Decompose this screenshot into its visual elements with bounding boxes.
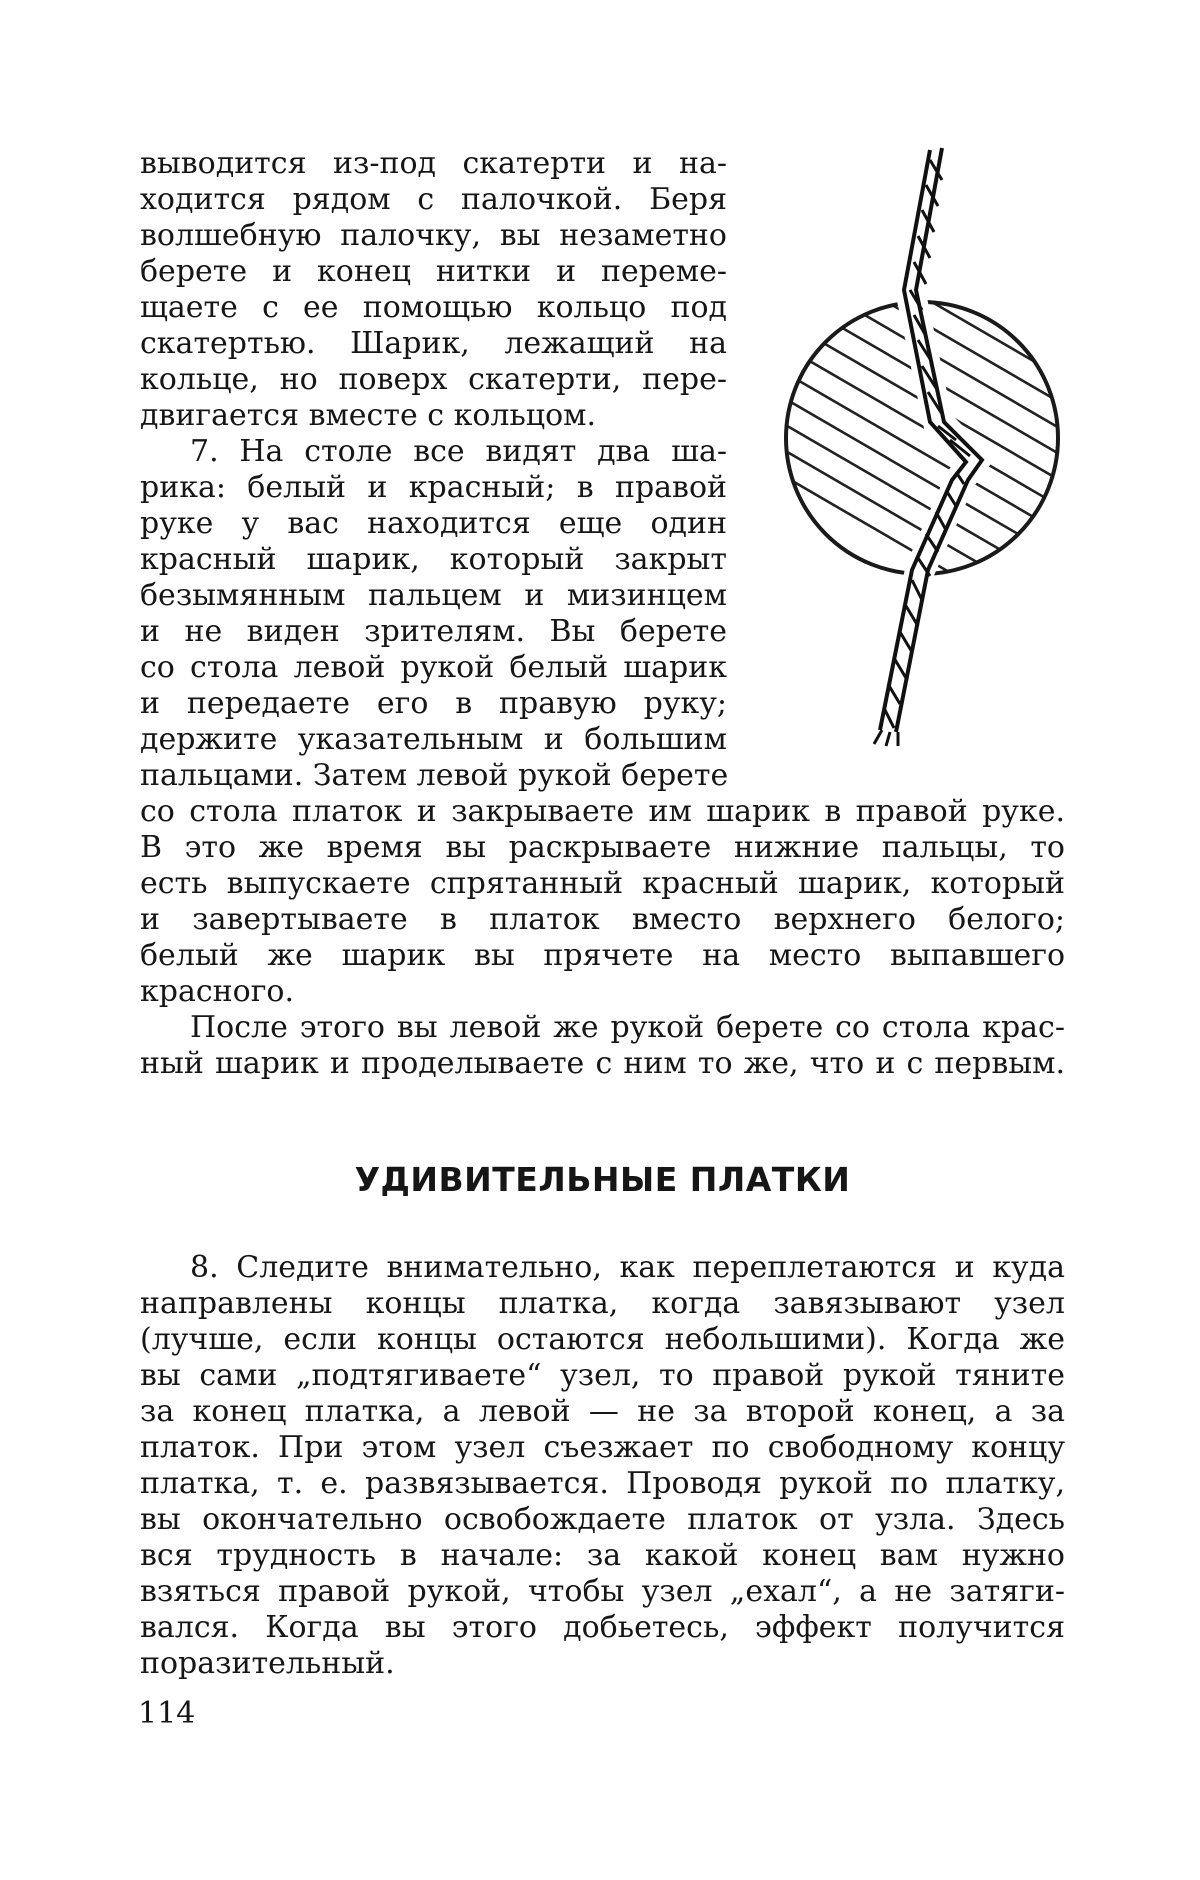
text-line: пальцами. Затем левой рукой берете: [140, 758, 727, 794]
section-heading: УДИВИТЕЛЬНЫЕ ПЛАТКИ: [140, 1160, 1065, 1200]
text-line: красный шарик, который закрыт: [140, 542, 727, 578]
text-line: платок. При этом узел съезжает по свободному концу: [140, 1430, 1065, 1466]
text-line: безымянным пальцем и мизинцем: [140, 578, 727, 614]
text-line: со стола левой рукой белый шарик: [140, 650, 727, 686]
text-line: кольце, но поверх скатерти, пере-: [140, 362, 727, 398]
text-line: ходится рядом с палочкой. Беря: [140, 182, 727, 218]
text-line: ный шарик и проделываете с ним то же, что и с первым.: [140, 1046, 1065, 1082]
text-line: вы окончательно освобождаете платок от узла. Здесь: [140, 1502, 1065, 1538]
paragraph-start-line: После этого вы левой же рукой берете со стола крас-: [190, 1010, 1065, 1046]
text-line: В это же время вы раскрываете нижние пальцы, то: [140, 830, 1065, 866]
text-line: вы сами „подтягиваете“ узел, то правой рукой тяните: [140, 1358, 1065, 1394]
thread-end: [874, 730, 898, 746]
page-number: 114: [138, 1696, 195, 1732]
text-line: вся трудность в начале: за какой конец вам нужно: [140, 1538, 1065, 1574]
text-line: двигается вместе с кольцом.: [140, 398, 727, 434]
text-line: есть выпускаете спрятанный красный шарик, который: [140, 866, 1065, 902]
text-line: волшебную палочку, вы незаметно: [140, 218, 727, 254]
text-line: со стола платок и закрываете им шарик в правой руке.: [140, 794, 1065, 830]
text-line: за конец платка, а левой — не за второй конец, а за: [140, 1394, 1065, 1430]
text-line: взяться правой рукой, чтобы узел „ехал“, а не затяги-: [140, 1574, 1065, 1610]
text-line: щаете с ее помощью кольцо под: [140, 290, 727, 326]
text-line: поразительный.: [140, 1646, 1065, 1682]
text-line: и передаете его в правую руку;: [140, 686, 727, 722]
text-line: держите указательным и большим: [140, 722, 727, 758]
text-line: выводится из-под скатерти и на-: [140, 146, 727, 182]
text-line: рика: белый и красный; в правой: [140, 470, 727, 506]
text-line: белый же шарик вы прячете на место выпавшего: [140, 938, 1065, 974]
text-line: (лучше, если концы остаются небольшими). Когда же: [140, 1322, 1065, 1358]
text-line: берете и конец нитки и переме-: [140, 254, 727, 290]
text-line: руке у вас находится еще один: [140, 506, 727, 542]
text-line: красного.: [140, 974, 1065, 1010]
text-line: вался. Когда вы этого добьетесь, эффект получится: [140, 1610, 1065, 1646]
book-page: [0, 0, 1200, 1880]
text-line: и не виден зрителям. Вы берете: [140, 614, 727, 650]
ball-with-thread-illustration: [770, 140, 1080, 780]
text-line: скатертью. Шарик, лежащий на: [140, 326, 727, 362]
text-line: платка, т. е. развязывается. Проводя рукой по платку,: [140, 1466, 1065, 1502]
paragraph-start-line: 7. На столе все видят два ша-: [190, 434, 727, 470]
text-line: направлены концы платка, когда завязывают узел: [140, 1286, 1065, 1322]
text-line: и завертываете в платок вместо верхнего белого;: [140, 902, 1065, 938]
paragraph-start-line: 8. Следите внимательно, как переплетаются и куда: [190, 1250, 1065, 1286]
